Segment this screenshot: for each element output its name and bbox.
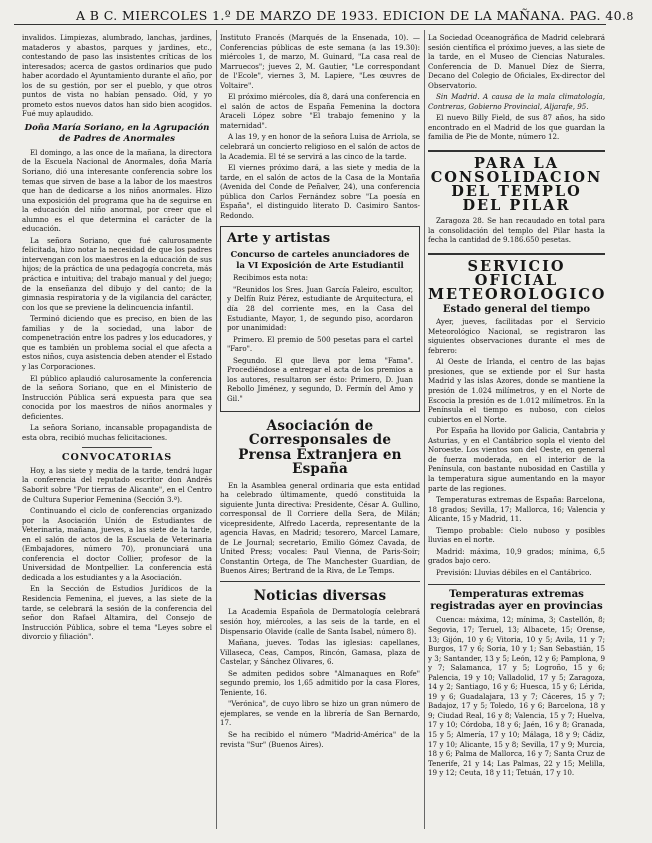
paragraph: El viernes próximo dará, a las siete y media de la tarde, en el salón de actos de la Casa de la Montaña (Avenida del Conde de Peñalver, 24), una conferencia pública don Carlos Fernández sobre "La poesía en España", el distinguido literato D. Casimiro Santos-Redondo. xyxy=(220,163,420,220)
article-heading-pilar: PARA LA CONSOLIDACION DEL TEMPLO DEL PILAR xyxy=(428,150,605,213)
paragraph: Recibimos esta nota: xyxy=(233,273,308,283)
box-subtitle: Concurso de carteles anunciadores de la VI Exposición de Arte Estudiantil xyxy=(230,249,410,270)
paragraph: La Sociedad Oceanográfica de Madrid celebrará sesión científica el próximo jueves, a las siete de la tarde, en el Museo de Ciencias Naturales. Conferencia de D. Manuel Díez de Sierra, Decano del Colegio de Oficiales, Ex-director del Observatorio. xyxy=(428,33,605,90)
paragraph: La señora Soriano, que fué calurosamente felicitada, hizo notar la necesidad de que los padres intervengan con los maestros en la educación de sus hijos; de la práctica de una pedagogía concreta, más práctica e intuitiva; del trabajo manual y del juego; de la enseñanza del dibujo y del canto; de la gimnasia respiratoria y de la vigilancia del carácter, con los que se previene la delincuencia infantil. xyxy=(22,235,212,312)
page-header xyxy=(14,3,634,23)
paragraph: Terminó diciendo que es preciso, en bien de las familias y de la sociedad, una labor de compenetración entre los padres y los educadores, y que es también un problema social el que afecta a estos niños, cuya asistencia deben atender el Estado y las Corporaciones. xyxy=(22,314,212,371)
paragraph: "Reunidos los Sres. Juan García Faleiro, escultor, y Delfín Ruiz Pérez, estudiante de Arquitectura, el día 28 del corriente mes, en la Casa del Estudiante, Mayor, 1, de segundo piso, acordaron por unanimidad: xyxy=(227,284,413,333)
paragraph: El domingo, a las once de la mañana, la directora de la Escuela Nacional de Anormales, doña María Soriano, dió una interesante conferencia sobre los temas que sirven de base a la labor de los maestros que han de dedicarse a los niños anormales. Hizo una exposición del programa que ha de seguirse en la educación del niño anormal, por creer que el alumno es el que determina el carácter de la educación. xyxy=(22,147,212,234)
paragraph: Hoy, a las siete y media de la tarde, tendrá lugar la conferencia del reputado escritor don Andrés Saborit sobre "Por tierras de Alicante", en el Centro de Cultura Superior Femenina (Sección 3.ª). xyxy=(22,465,212,504)
divider xyxy=(220,581,420,582)
article-heading-soriano: Doña María Soriano, en la Agrupación de Padres de Anormales xyxy=(24,122,210,144)
paragraph: invalidos. Limpiezas, alumbrado, lanchas, jardines, mataderos y abastos, parques y jardines, etc., contestando de paso las insistentes críticas de los interesados; acerca de gastos ordinarios que pudo haber acordado el Ayuntamiento durante el año, por los de su gestión, por ser el pueblo, y que otros puntos de vista no habían pensado. Oíd, y yo prometo estos nuevos datos han sido bien acogidos. Fué muy aplaudido. xyxy=(22,33,212,119)
paragraph: Temperaturas extremas de España: Barcelona, 18 grados; Sevilla, 17; Mallorca, 16; Valencia y Alicante, 15 y Madrid, 11. xyxy=(428,495,605,524)
paragraph: El nuevo Billy Field, de sus 87 años, ha sido encontrado en el Madrid de los que guardan la familia de Pie de Monte, número 12. xyxy=(428,113,605,142)
divider xyxy=(82,447,152,448)
article-heading-noticias: Noticias diversas xyxy=(253,587,387,604)
column-divider-1 xyxy=(216,30,217,829)
column-3 xyxy=(428,33,605,831)
paragraph: Al Oeste de Irlanda, el centro de las bajas presiones, que se extiende por el Sur hasta Madrid y las islas Azores, donde se mantiene la presión de 1.024 milímetros, y en el Norte de Escocia la presión es de 1.012 milímetros. En la Península el tiempo es nuboso, con cielos cubiertos en el Norte. xyxy=(428,357,605,424)
paragraph: Cuenca: máxima, 12; mínima, 3; Castellón, 8; Segovia, 17; Teruel, 13; Albacete, 15; Orense, 13; Gijón, 10 y 6; Vitoria, 10 y 5; Avila, 11 y 7; Burgos, 17 y 6; Soria, 10 y 1; San Sebastián, 15 y 3; Santander, 13 y 5; León, 12 y 6; Pamplona, 9 y 7; Salamanca, 17 y 5; Logroño, 15 y 6; Palencia, 19 y 10; Valladolid, 17 y 5; Zaragoza, 14 y 2; Santiago, 16 y 6; Huesca, 15 y 6; Lérida, 19 y 6; Guadalajara, 13 y 7; Cáceres, 15 y 7; Badajoz, 17 y 5; Toledo, 16 y 6; Barcelona, 18 y 9; Ciudad Real, 16 y 8; Valencia, 15 y 7; Huelva, 17 y 10; Córdoba, 18 y 6; Jaén, 16 y 8; Granada, 15 y 5; Almería, 17 y 10; Málaga, 18 y 9; Cádiz, 17 y 10; Alicante, 15 y 8; Sevilla, 17 y 9; Murcia, 18 y 6; Palma de Mallorca, 16 y 7; Santa Cruz de Tenerife, 21 y 14; Las Palmas, 22 y 15; Melilla, 19 y 12; Ceuta, 18 y 11; Tetuán, 17 y 10. xyxy=(428,615,605,778)
paragraph: Ayer, jueves, facilitadas por el Servicio Meteorológico Nacional, se registraron las siguientes observaciones durante el mes de febrero: xyxy=(428,317,605,355)
paragraph: Zaragoza 28. Se han recaudado en total para la consolidación del templo del Pilar hasta la fecha la cantidad de 9.186.650 pesetas. xyxy=(428,216,605,245)
subheading-estado-tiempo: Estado general del tiempo xyxy=(442,303,591,315)
paragraph: Continuando el ciclo de conferencias organizado por la Asociación Unión de Estudiantes de Veterinaria, mañana, jueves, a las siete de la tarde, en el salón de actos de la Escuela de Veterinaria (Embajadores, número 70), pronunciará una conferencia el doctor Collier, profesor de la Universidad de Montpellier. La conferencia está dedicada a los estudiantes y a la Asociación. xyxy=(22,506,212,582)
section-heading-convocatorias: CONVOCATORIAS xyxy=(61,452,173,464)
paragraph: Tiempo probable: Cielo nuboso y posibles lluvias en el norte. xyxy=(428,525,605,545)
paragraph: Madrid: máxima, 10,9 grados; mínima, 6,5 grados bajo cero. xyxy=(428,546,605,566)
column-1 xyxy=(22,33,212,831)
box-title: Arte y artistas xyxy=(227,231,331,247)
paragraph: Se admiten pedidos sobre "Almanaques en Rofe" segundo premio, los 1,65 admitido por la casa Flores, Teniente, 16. xyxy=(220,668,420,697)
paragraph: El próximo miércoles, día 8, dará una conferencia en el salón de actos de España Femenina la doctora Araceli López sobre "El trabajo femenino y la maternidad". xyxy=(220,92,420,130)
paragraph: En la Sección de Estudios Jurídicos de la Residencia Femenina, el jueves, a las siete de la tarde, se celebrará la sesión de la conferencia del señor don Rafael Altamira, del Consejo de Instrucción Pública, sobre el tema "Leyes sobre el divorcio y filiación". xyxy=(22,584,212,642)
paragraph: En la Asamblea general ordinaria que esta entidad ha celebrado últimamente, quedó constituida la siguiente Junta directiva: Presidente, César A. Gullino, corresponsal de Il Corriere della Sera, de Milán; vicepresidente, Alfredo Lacerda, representante de la agencia Havas, en Madrid; tesorero, Marcel Lamare, de Le Journal; secretario, Emilio Gómez Cavada, de United Press; vocales: Paul Vienna, de Paris-Soir; Constantin Ortega, de The Manchester Guardian, de Buenos Aires; Bertrand de la Riva, de Le Temps. xyxy=(220,480,420,576)
page-mark: 8 xyxy=(626,10,634,23)
article-heading-temperaturas: Temperaturas extremas registradas ayer en provincias xyxy=(428,584,605,612)
paragraph: "Verónica", de cuyo libro se hizo un gran número de ejemplares, se vende en la librería de San Bernardo, 17. xyxy=(220,699,420,728)
paragraph: A las 19, y en honor de la señora Luisa de Arriola, se celebrará un concierto religioso en el salón de actos de la Academia. El té se servirá a las cinco de la tarde. xyxy=(220,132,420,161)
column-divider-2 xyxy=(424,30,425,829)
header-rule xyxy=(14,24,606,25)
header-title: A B C. MIERCOLES 1.º DE MARZO DE 1933. EDICION DE LA MAÑANA. PAG. 40. xyxy=(76,8,627,23)
paragraph: Instituto Francés (Marqués de la Ensenada, 10). — Conferencias públicas de este semana (a las 19.30): miércoles 1, de marzo, M. Guinard, "La casa real de Marruecos"; jueves 2, M. Gautier, "Le correspondant de l'Ecole", viernes 3, M. Lapiere, "Les œuvres de Voltaire". xyxy=(220,33,420,90)
paragraph: Segundo. El que lleva por lema "Fama". Procediéndose a entregar el acta de los premios a los autores, resultaron ser ésto: Primero, D. Juan Rebollo Jiménez, y segundo, D. Fermín del Amo y Gil." xyxy=(227,355,413,403)
paragraph: El público aplaudió calurosamente la conferencia de la señora Soriano, que en el Ministerio de Instrucción Pública será expuesta para que sea conocida por los maestros de niños anormales y deficientes. xyxy=(22,373,212,421)
paragraph: Se ha recibido el número "Madrid-América" de la revista "Sur" (Buenos Aires). xyxy=(220,730,420,749)
paragraph: Por España ha llovido por Galicia, Cantabria y Asturias, y en el Cantábrico sopla el viento del Noroeste. Los vientos son del Oeste, en general de fuerza moderada, en el interior de la Península, con bastante nubosidad en Castilla y la temperatura sigue aumentando en la mayor parte de las regiones. xyxy=(428,426,605,493)
paragraph: Mañana, jueves. Todas las iglesias: capellanes, Villaseca, Ceas, Campos, Rincón, Gamasa, plaza de Castelar, y Sánchez Olivares, 6. xyxy=(220,638,420,667)
paragraph: La Academia Española de Dermatología celebrará sesión hoy, miércoles, a las seis de la tarde, en el Dispensario Olavide (calle de Santa Isabel, número 8). xyxy=(220,607,420,636)
paragraph: La señora Soriano, incansable propagandista de esta obra, recibió muchas felicitaciones. xyxy=(22,423,212,442)
arte-y-artistas-box xyxy=(220,226,420,411)
paragraph: Sin Madrid. A causa de la mala climatología, Contreras, Gobierno Provincial, Aljarafe, 95. xyxy=(428,92,605,111)
article-heading-meteorologico: SERVICIO OFICIAL METEOROLOGICO xyxy=(428,253,605,302)
paragraph: Primero. El premio de 500 pesetas para el cartel "Faro". xyxy=(227,334,413,354)
article-heading-corresponsales: Asociación de Corresponsales de Prensa Extranjera en España xyxy=(238,417,402,477)
paragraph: Previsión: Lluvias débiles en el Cantábrico. xyxy=(436,567,592,577)
column-2 xyxy=(220,33,420,831)
